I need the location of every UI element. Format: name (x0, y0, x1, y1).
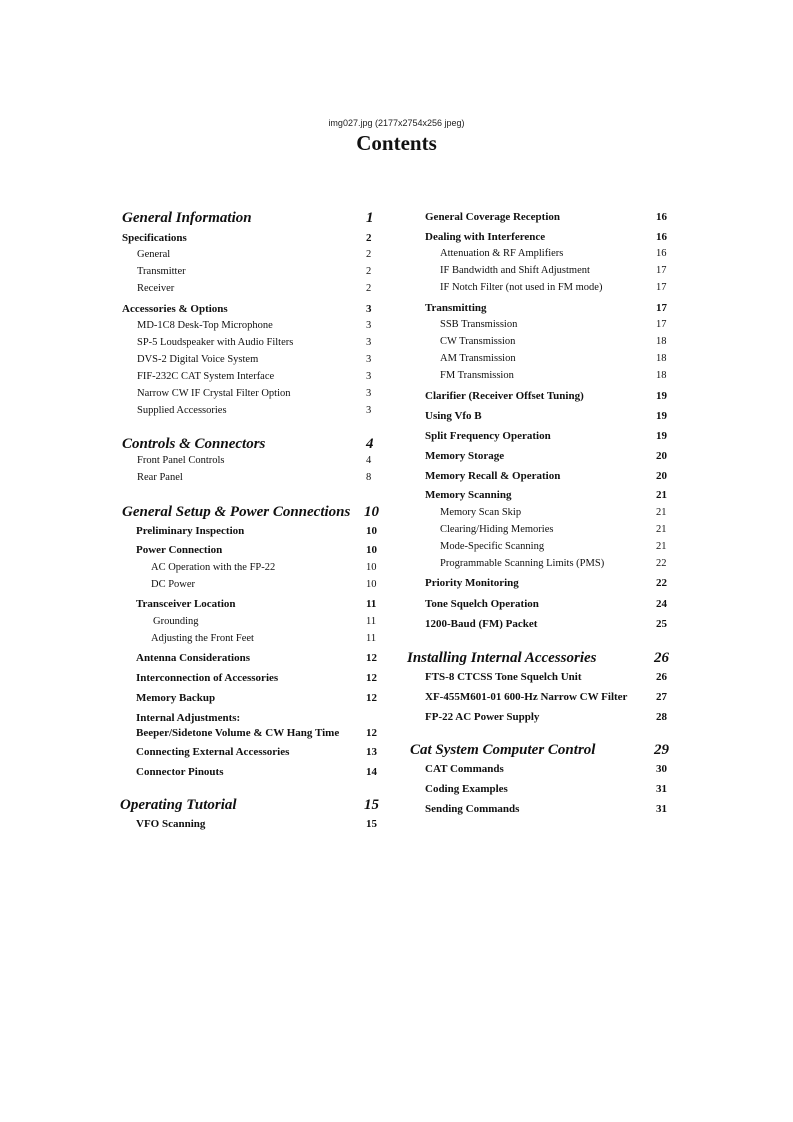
toc-page-number: 10 (366, 562, 377, 573)
toc-page-number: 16 (656, 231, 667, 243)
toc-section-title: Installing Internal Accessories (407, 650, 597, 666)
toc-subentry: Adjusting the Front Feet (151, 633, 254, 644)
toc-subentry: Supplied Accessories (137, 405, 227, 416)
toc-page-number: 20 (656, 450, 667, 462)
toc-section-title: General Setup & Power Connections (122, 504, 351, 520)
toc-page-number: 18 (656, 370, 667, 381)
toc-heading: Beeper/Sidetone Volume & CW Hang Time (136, 727, 340, 739)
toc-subentry: FM Transmission (440, 370, 514, 381)
toc-heading: Transceiver Location (136, 598, 236, 610)
toc-heading: Connecting External Accessories (136, 746, 290, 758)
toc-page-number: 18 (656, 336, 667, 347)
toc-subentry: Mode-Specific Scanning (440, 541, 545, 552)
toc-page-number: 17 (656, 302, 667, 314)
toc-heading: Transmitting (425, 302, 487, 314)
toc-heading: VFO Scanning (136, 818, 206, 830)
toc-heading: General Coverage Reception (425, 211, 561, 223)
toc-subentry: AC Operation with the FP-22 (151, 562, 276, 573)
toc-subentry: Grounding (153, 616, 199, 627)
toc-page-number: 2 (366, 283, 372, 294)
toc-page-number: 22 (656, 558, 667, 569)
toc-page-number: 21 (656, 489, 667, 501)
toc-subentry: FIF-232C CAT System Interface (137, 371, 275, 382)
toc-page-number: 19 (656, 430, 667, 442)
toc-subentry: DVS-2 Digital Voice System (137, 354, 259, 365)
toc-subentry: Front Panel Controls (137, 455, 225, 466)
toc-page-number: 21 (656, 541, 667, 552)
toc-page-number: 3 (366, 320, 372, 331)
toc-page-number: 20 (656, 470, 667, 482)
toc-heading: Internal Adjustments: (136, 712, 241, 724)
toc-page-number: 27 (656, 691, 667, 703)
toc-heading: Clarifier (Receiver Offset Tuning) (425, 390, 584, 402)
toc-heading: Coding Examples (425, 783, 508, 795)
toc-subentry: CW Transmission (440, 336, 516, 347)
toc-page-number: 12 (366, 727, 377, 739)
toc-page-number: 15 (366, 818, 377, 830)
toc-page-number: 4 (366, 436, 374, 452)
toc-subentry: Attenuation & RF Amplifiers (440, 248, 564, 259)
toc-page-number: 24 (656, 598, 667, 610)
toc-page-number: 15 (364, 797, 379, 813)
toc-page-number: 17 (656, 282, 667, 293)
toc-heading: 1200-Baud (FM) Packet (425, 618, 538, 630)
toc-subentry: Clearing/Hiding Memories (440, 524, 554, 535)
toc-heading: Accessories & Options (122, 303, 228, 315)
toc-page-number: 26 (654, 650, 669, 666)
toc-page-number: 11 (366, 633, 377, 644)
image-caption: img027.jpg (2177x2754x256 jpeg) (328, 118, 465, 128)
toc-page-number: 1 (366, 210, 374, 226)
toc-page-number: 10 (366, 525, 377, 537)
toc-page-number: 10 (366, 544, 377, 556)
toc-page-number: 4 (366, 455, 372, 466)
toc-subentry: SP-5 Loudspeaker with Audio Filters (137, 337, 294, 348)
toc-heading: Dealing with Interference (425, 231, 546, 243)
toc-page-number: 3 (366, 337, 372, 348)
toc-page-number: 31 (656, 783, 667, 795)
toc-heading: Memory Storage (425, 450, 505, 462)
toc-page-number: 3 (366, 303, 372, 315)
toc-heading: Memory Backup (136, 692, 216, 704)
toc-page-number: 3 (366, 388, 372, 399)
toc-section-title: Operating Tutorial (120, 797, 237, 813)
toc-section-title: General Information (122, 210, 252, 226)
toc-subentry: AM Transmission (440, 353, 516, 364)
toc-page-number: 12 (366, 692, 377, 704)
toc-page-number: 28 (656, 711, 667, 723)
toc-page-number: 21 (656, 524, 667, 535)
toc-subentry: SSB Transmission (440, 319, 518, 330)
toc-page-number: 17 (656, 265, 667, 276)
toc-subentry: IF Bandwidth and Shift Adjustment (440, 265, 590, 276)
toc-heading: FTS-8 CTCSS Tone Squelch Unit (425, 671, 582, 683)
toc-heading: CAT Commands (425, 763, 504, 775)
toc-page-number: 31 (656, 803, 667, 815)
toc-subentry: General (137, 249, 171, 260)
toc-page-number: 2 (366, 266, 372, 277)
toc-heading: Using Vfo B (425, 410, 482, 422)
toc-page-number: 25 (656, 618, 667, 630)
toc-page-number: 30 (656, 763, 667, 775)
toc-page-number: 19 (656, 390, 667, 402)
toc-subentry: Transmitter (137, 266, 186, 277)
toc-heading: FP-22 AC Power Supply (425, 711, 540, 723)
page-title: Contents (356, 131, 437, 155)
toc-page-number: 3 (366, 354, 372, 365)
toc-heading: Interconnection of Accessories (136, 672, 279, 684)
toc-heading: Split Frequency Operation (425, 430, 551, 442)
toc-heading: Memory Recall & Operation (425, 470, 561, 482)
toc-subentry: MD-1C8 Desk-Top Microphone (137, 320, 273, 331)
toc-page-number: 2 (366, 232, 372, 244)
toc-page-number: 12 (366, 652, 377, 664)
toc-heading: Connector Pinouts (136, 766, 224, 778)
toc-heading: Antenna Considerations (136, 652, 250, 664)
toc-subentry: IF Notch Filter (not used in FM mode) (440, 282, 603, 293)
toc-page-number: 2 (366, 249, 372, 260)
toc-heading: Preliminary Inspection (136, 525, 245, 537)
toc-page-number: 19 (656, 410, 667, 422)
toc-subentry: Receiver (137, 283, 175, 294)
toc-heading: Sending Commands (425, 803, 520, 815)
toc-subentry: Rear Panel (137, 472, 183, 483)
toc-page-number: 26 (656, 671, 667, 683)
toc-heading: XF-455M601-01 600-Hz Narrow CW Filter (425, 691, 628, 703)
toc-page-number: 11 (366, 598, 377, 610)
toc-subentry: Memory Scan Skip (440, 507, 522, 518)
toc-page-number: 12 (366, 672, 377, 684)
toc-subentry: Narrow CW IF Crystal Filter Option (137, 388, 291, 399)
toc-page-number: 16 (656, 211, 667, 223)
toc-page-number: 10 (364, 504, 379, 520)
toc-page-number: 13 (366, 746, 377, 758)
toc-page-number: 21 (656, 507, 667, 518)
toc-subentry: DC Power (151, 579, 196, 590)
toc-page-number: 8 (366, 472, 372, 483)
toc-heading: Power Connection (136, 544, 223, 556)
toc-page-number: 3 (366, 371, 372, 382)
toc-heading: Memory Scanning (425, 489, 512, 501)
toc-page-number: 3 (366, 405, 372, 416)
toc-heading: Tone Squelch Operation (425, 598, 539, 610)
toc-heading: Specifications (122, 232, 187, 244)
toc-heading: Priority Monitoring (425, 577, 519, 589)
toc-section-title: Cat System Computer Control (410, 742, 596, 758)
toc-page-number: 17 (656, 319, 667, 330)
toc-page-number: 11 (366, 616, 377, 627)
toc-page-number: 22 (656, 577, 667, 589)
toc-page-number: 14 (366, 766, 377, 778)
toc-subentry: Programmable Scanning Limits (PMS) (440, 558, 605, 569)
toc-page-number: 10 (366, 579, 377, 590)
toc-section-title: Controls & Connectors (122, 436, 266, 452)
toc-page-number: 16 (656, 248, 667, 259)
toc-page-number: 29 (654, 742, 669, 758)
toc-page-number: 18 (656, 353, 667, 364)
